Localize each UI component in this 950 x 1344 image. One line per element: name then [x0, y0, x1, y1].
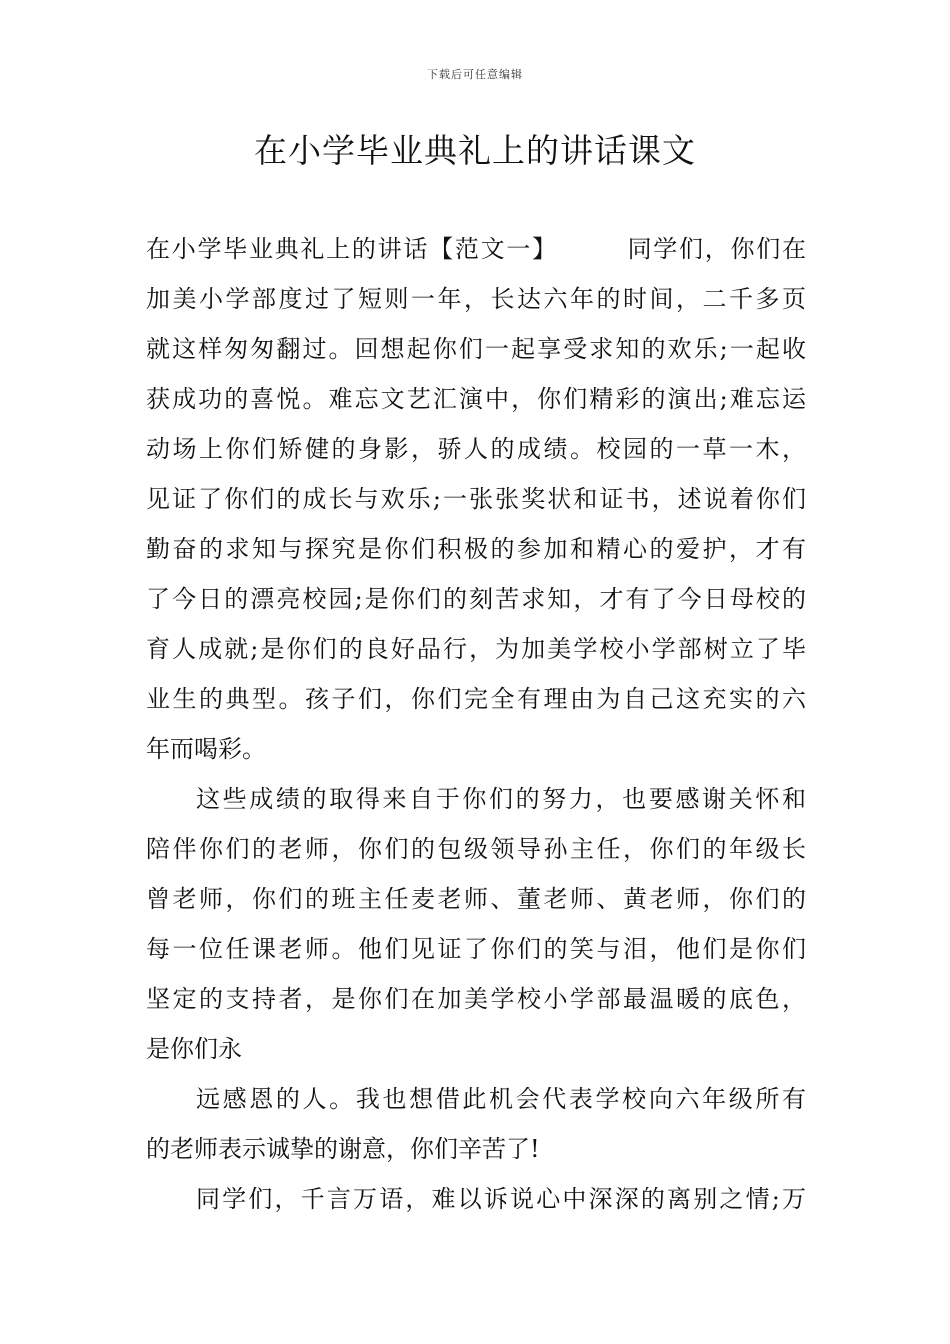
- body-line: 了今日的漂亮校园;是你们的刻苦求知，才有了今日母校的: [146, 585, 806, 613]
- body-line: 曾老师，你们的班主任麦老师、董老师、黄老师，你们的: [146, 885, 806, 913]
- body-line: 年而喝彩。: [146, 735, 266, 763]
- body-line: 勤奋的求知与探究是你们积极的参加和精心的爱护，才有: [146, 535, 806, 563]
- page-title: 在小学毕业典礼上的讲话课文: [254, 131, 696, 170]
- header-note: 下载后可任意编辑: [427, 68, 523, 81]
- body-line: 这些成绩的取得来自于你们的努力，也要感谢关怀和: [196, 785, 806, 813]
- body-line: 陪伴你们的老师，你们的包级领导孙主任，你们的年级长: [146, 835, 806, 863]
- body-line: 同学们，千言万语，难以诉说心中深深的离别之情;万: [196, 1185, 806, 1213]
- body-line: 的老师表示诚挚的谢意，你们辛苦了!: [146, 1135, 540, 1163]
- body-line: 动场上你们矫健的身影，骄人的成绩。校园的一草一木，: [146, 435, 806, 463]
- body-line: 是你们永: [146, 1035, 242, 1063]
- body-line: 每一位任课老师。他们见证了你们的笑与泪，他们是你们: [146, 935, 806, 963]
- body-line: 坚定的支持者，是你们在加美学校小学部最温暖的底色，: [146, 985, 806, 1013]
- body-line: 育人成就;是你们的良好品行，为加美学校小学部树立了毕: [146, 635, 806, 663]
- body-line: 加美小学部度过了短则一年，长达六年的时间，二千多页: [146, 285, 806, 313]
- body-line: 就这样匆匆翻过。回想起你们一起享受求知的欢乐;一起收: [146, 335, 806, 363]
- document-body: [146, 224, 806, 1224]
- body-line: 获成功的喜悦。难忘文艺汇演中，你们精彩的演出;难忘运: [146, 385, 806, 413]
- paragraph-lead-tail: 同学们，你们在: [625, 235, 807, 263]
- body-line: [146, 224, 806, 274]
- body-line: 业生的典型。孩子们，你们完全有理由为自己这充实的六: [146, 685, 806, 713]
- body-line: 远感恩的人。我也想借此机会代表学校向六年级所有: [196, 1085, 806, 1113]
- paragraph-lead: 在小学毕业典礼上的讲话【范文一】: [146, 235, 558, 263]
- body-line: 见证了你们的成长与欢乐;一张张奖状和证书，述说着你们: [146, 485, 806, 513]
